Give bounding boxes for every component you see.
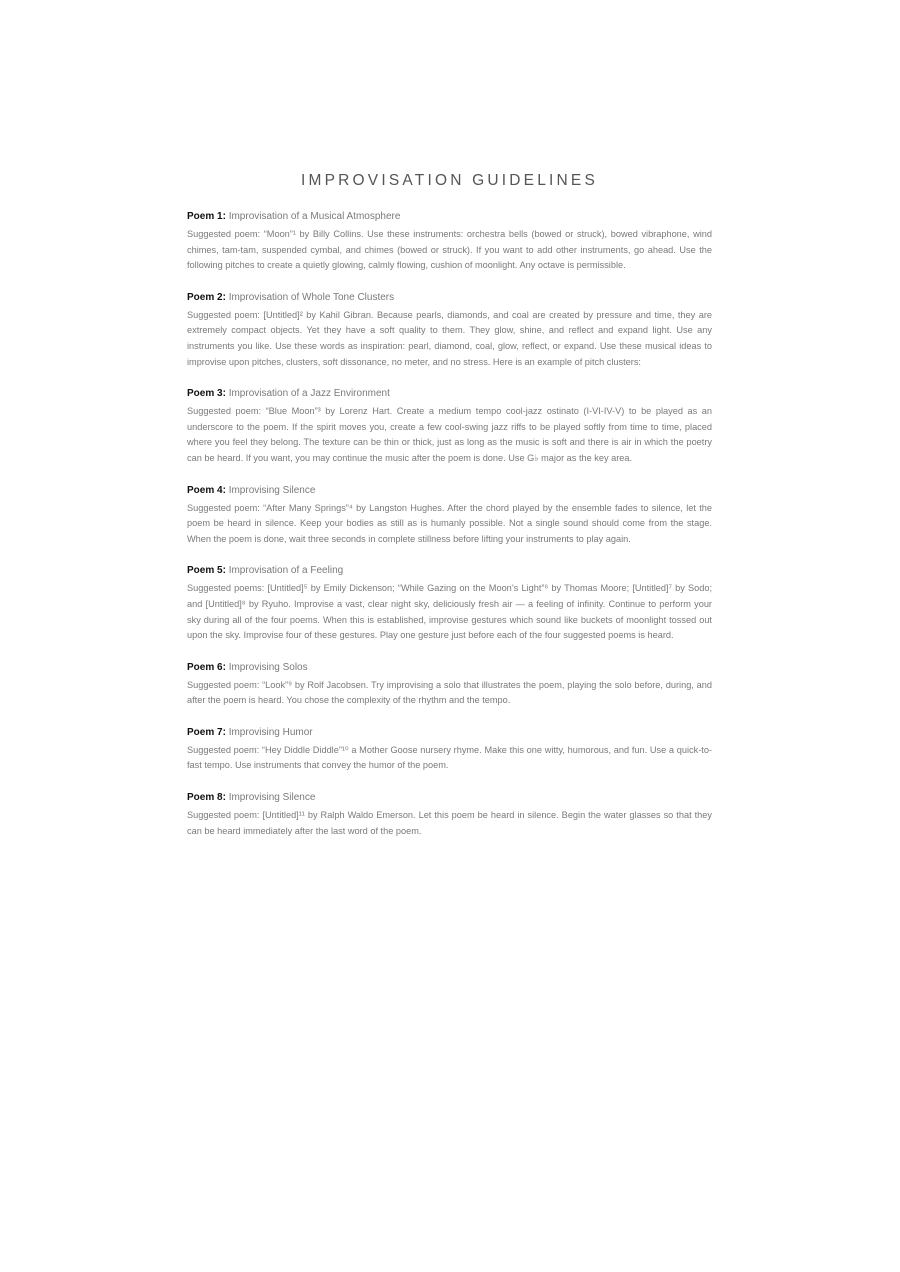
section-heading	[187, 484, 712, 497]
section-body: Suggested poems: [Untitled]⁵ by Emily Dickenson; “While Gazing on the Moon’s Light”⁶ by Thomas Moore; [Untitled]⁷ by Sodo; and [Untitled]⁸ by Ryuho. Improvise a vast, clear night sky, deliciously fresh air — a feeling of infinity. Continue to perform your sky during all of the four poems. When this is established, improvise gestures which sound like buckets of moonlight tossed out upon the sky. Improvise four of these gestures. Play one gesture just before each of the four suggested poems is heard.	[187, 583, 712, 641]
section-heading	[187, 726, 712, 739]
section-label: Poem 8:	[187, 792, 226, 804]
section-subtitle: Improvisation of a Jazz Environment	[228, 388, 390, 400]
section-body: Suggested poem: “Moon”¹ by Billy Collins. Use these instruments: orchestra bells (bowed or struck), bowed vibraphone, wind chimes, tam-tam, suspended cymbal, and chimes (bowed or struck). If you want to add other instruments, go ahead. Use the following pitches to create a quietly glowing, calmly flowing, cushion of moonlight. Any octave is permissible.	[187, 229, 712, 271]
poem-section-6	[187, 661, 712, 709]
section-body: Suggested poem: [Untitled]² by Kahil Gibran. Because pearls, diamonds, and coal are created by pressure and time, they are extremely compact objects. Yet they have a soft quality to them. They glow, shine, and reflect and expand light. Use any instruments you like. Use these words as inspiration: pearl, diamond, coal, glow, reflect, or expand. Use these musical ideas to improvise upon pitches, clusters, soft dissonance, no meter, and no stress. Here is an example of pitch clusters:	[187, 309, 712, 367]
section-body: Suggested poem: “After Many Springs”⁴ by Langston Hughes. After the chord played by the ensemble fades to silence, let the poem be heard in silence. Keep your bodies as still as is humanly possible. Not a single sound should come from the stage. When the poem is done, wait three seconds in complete stillness before lifting your instruments to play again.	[187, 502, 712, 544]
section-subtitle: Improvising Humor	[228, 726, 313, 738]
section-label: Poem 7:	[187, 726, 226, 738]
poem-section-8	[187, 791, 712, 839]
section-label: Poem 1:	[187, 211, 226, 222]
section-body: Suggested poem: “Hey Diddle Diddle”¹⁰ a Mother Goose nursery rhyme. Make this one witty, humorous, and fun. Use a quick-to-fast tempo. Use instruments that convey the humor of the poem.	[187, 744, 712, 771]
poem-section-7	[187, 726, 712, 774]
section-subtitle: Improvising Silence	[228, 484, 316, 496]
section-heading	[187, 387, 712, 400]
page-title: IMPROVISATION GUIDELINES	[301, 172, 598, 189]
poem-section-1	[187, 210, 712, 274]
section-heading	[187, 210, 712, 223]
section-subtitle: Improvising Silence	[228, 792, 316, 804]
section-heading	[187, 661, 712, 674]
section-label: Poem 3:	[187, 388, 226, 400]
section-subtitle: Improvisation of Whole Tone Clusters	[228, 291, 395, 303]
section-subtitle: Improvisation of a Musical Atmosphere	[228, 211, 401, 222]
section-body: Suggested poem: “Blue Moon”³ by Lorenz Hart. Create a medium tempo cool-jazz ostinato (I-VI-IV-V) to be played as an underscore to the poem. If the spirit moves you, create a few cool-swing jazz riffs to be played softly from time to time, placed where you feel they belong. The texture can be thin or thick, just as long as the music is soft and there is air in which the poetry can be heard. If you want, you may continue the music after the poem is done. Use G♭ major as the key area.	[187, 406, 712, 463]
section-heading	[187, 291, 712, 304]
section-label: Poem 5:	[187, 565, 226, 577]
document-page	[187, 170, 712, 856]
poem-section-2	[187, 291, 712, 370]
section-body: Suggested poem: “Look”⁹ by Rolf Jacobsen. Try improvising a solo that illustrates the poem, playing the solo before, during, and after the poem is heard. You chose the complexity of the rhythm and the tempo.	[187, 679, 712, 706]
poem-section-4	[187, 484, 712, 548]
section-heading	[187, 791, 712, 804]
poem-section-5	[187, 564, 712, 643]
section-heading	[187, 564, 712, 577]
section-subtitle: Improvising Solos	[228, 661, 308, 673]
section-label: Poem 4:	[187, 484, 226, 496]
section-label: Poem 6:	[187, 661, 226, 673]
poem-section-3	[187, 387, 712, 466]
section-body: Suggested poem: [Untitled]¹¹ by Ralph Waldo Emerson. Let this poem be heard in silence. Begin the water glasses so that they can be heard immediately after the last word of the poem.	[187, 810, 712, 836]
section-label: Poem 2:	[187, 291, 226, 303]
section-subtitle: Improvisation of a Feeling	[228, 565, 344, 577]
